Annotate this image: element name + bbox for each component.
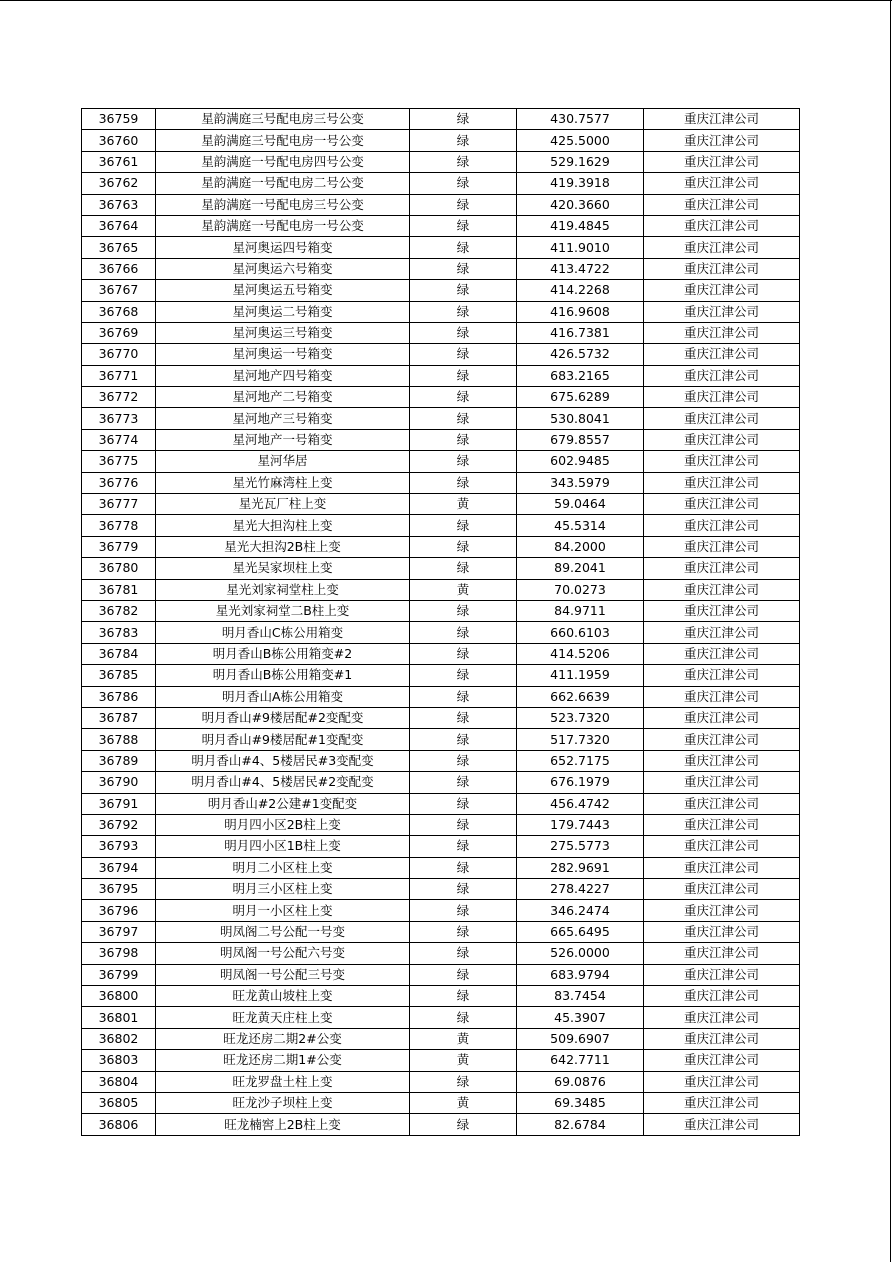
transformer-name-cell: 星河奥运三号箱变: [156, 322, 410, 343]
value-cell: 343.5979: [517, 472, 644, 493]
table-row: [82, 729, 800, 750]
value-cell: 683.9794: [517, 964, 644, 985]
status-color-cell: 绿: [410, 151, 517, 172]
table-row: [82, 301, 800, 322]
transformer-name-cell: 明月香山#2公建#1变配变: [156, 793, 410, 814]
company-cell: 重庆江津公司: [644, 943, 800, 964]
status-color-cell: 绿: [410, 365, 517, 386]
company-cell: 重庆江津公司: [644, 622, 800, 643]
status-color-cell: 绿: [410, 665, 517, 686]
company-cell: 重庆江津公司: [644, 986, 800, 1007]
table-body: [82, 109, 800, 1136]
row-id-cell: 36776: [82, 472, 156, 493]
company-cell: 重庆江津公司: [644, 280, 800, 301]
company-cell: 重庆江津公司: [644, 130, 800, 151]
value-cell: 679.8557: [517, 429, 644, 450]
status-color-cell: 绿: [410, 515, 517, 536]
status-color-cell: 绿: [410, 814, 517, 835]
company-cell: 重庆江津公司: [644, 429, 800, 450]
transformer-name-cell: 星光大担沟柱上变: [156, 515, 410, 536]
company-cell: 重庆江津公司: [644, 1092, 800, 1113]
company-cell: 重庆江津公司: [644, 1050, 800, 1071]
row-id-cell: 36768: [82, 301, 156, 322]
value-cell: 652.7175: [517, 750, 644, 771]
row-id-cell: 36788: [82, 729, 156, 750]
company-cell: 重庆江津公司: [644, 365, 800, 386]
company-cell: 重庆江津公司: [644, 836, 800, 857]
row-id-cell: 36806: [82, 1114, 156, 1135]
transformer-name-cell: 星河奥运一号箱变: [156, 344, 410, 365]
value-cell: 419.4845: [517, 215, 644, 236]
table-row: [82, 943, 800, 964]
table-row: [82, 600, 800, 621]
transformer-name-cell: 星光瓦厂柱上变: [156, 494, 410, 515]
row-id-cell: 36775: [82, 451, 156, 472]
status-color-cell: 黄: [410, 579, 517, 600]
status-color-cell: 绿: [410, 686, 517, 707]
value-cell: 411.9010: [517, 237, 644, 258]
transformer-name-cell: 明月四小区2B柱上变: [156, 814, 410, 835]
company-cell: 重庆江津公司: [644, 109, 800, 130]
value-cell: 642.7711: [517, 1050, 644, 1071]
row-id-cell: 36771: [82, 365, 156, 386]
row-id-cell: 36774: [82, 429, 156, 450]
status-color-cell: 绿: [410, 729, 517, 750]
table-row: [82, 151, 800, 172]
table-row: [82, 622, 800, 643]
transformer-name-cell: 旺龙黄天庄柱上变: [156, 1007, 410, 1028]
status-color-cell: 绿: [410, 836, 517, 857]
value-cell: 413.4722: [517, 258, 644, 279]
value-cell: 426.5732: [517, 344, 644, 365]
status-color-cell: 绿: [410, 536, 517, 557]
transformer-name-cell: 星河地产四号箱变: [156, 365, 410, 386]
value-cell: 676.1979: [517, 772, 644, 793]
transformer-name-cell: 明月香山#9楼居配#2变配变: [156, 707, 410, 728]
row-id-cell: 36766: [82, 258, 156, 279]
value-cell: 420.3660: [517, 194, 644, 215]
value-cell: 84.9711: [517, 600, 644, 621]
row-id-cell: 36769: [82, 322, 156, 343]
row-id-cell: 36765: [82, 237, 156, 258]
transformer-name-cell: 旺龙楠窖上2B柱上变: [156, 1114, 410, 1135]
status-color-cell: 绿: [410, 258, 517, 279]
company-cell: 重庆江津公司: [644, 964, 800, 985]
status-color-cell: 绿: [410, 900, 517, 921]
value-cell: 414.5206: [517, 643, 644, 664]
top-border-line: [0, 0, 892, 1]
row-id-cell: 36805: [82, 1092, 156, 1113]
value-cell: 84.2000: [517, 536, 644, 557]
status-color-cell: 绿: [410, 215, 517, 236]
company-cell: 重庆江津公司: [644, 472, 800, 493]
value-cell: 419.3918: [517, 173, 644, 194]
status-color-cell: 绿: [410, 1007, 517, 1028]
company-cell: 重庆江津公司: [644, 237, 800, 258]
data-table: [81, 108, 800, 1136]
transformer-name-cell: 星河奥运二号箱变: [156, 301, 410, 322]
value-cell: 70.0273: [517, 579, 644, 600]
table-row: [82, 173, 800, 194]
table-row: [82, 451, 800, 472]
company-cell: 重庆江津公司: [644, 793, 800, 814]
transformer-name-cell: 明月一小区柱上变: [156, 900, 410, 921]
company-cell: 重庆江津公司: [644, 707, 800, 728]
row-id-cell: 36783: [82, 622, 156, 643]
transformer-name-cell: 旺龙罗盘土柱上变: [156, 1071, 410, 1092]
value-cell: 416.7381: [517, 322, 644, 343]
value-cell: 660.6103: [517, 622, 644, 643]
transformer-name-cell: 星光刘家祠堂二B柱上变: [156, 600, 410, 621]
row-id-cell: 36781: [82, 579, 156, 600]
row-id-cell: 36798: [82, 943, 156, 964]
company-cell: 重庆江津公司: [644, 665, 800, 686]
transformer-name-cell: 旺龙还房二期2#公变: [156, 1028, 410, 1049]
status-color-cell: 绿: [410, 750, 517, 771]
row-id-cell: 36799: [82, 964, 156, 985]
table-row: [82, 986, 800, 1007]
value-cell: 414.2268: [517, 280, 644, 301]
status-color-cell: 黄: [410, 494, 517, 515]
row-id-cell: 36789: [82, 750, 156, 771]
row-id-cell: 36784: [82, 643, 156, 664]
table-row: [82, 1114, 800, 1135]
transformer-name-cell: 明凤阁一号公配六号变: [156, 943, 410, 964]
status-color-cell: 绿: [410, 1114, 517, 1135]
row-id-cell: 36804: [82, 1071, 156, 1092]
value-cell: 69.0876: [517, 1071, 644, 1092]
value-cell: 282.9691: [517, 857, 644, 878]
status-color-cell: 绿: [410, 194, 517, 215]
transformer-name-cell: 星河奥运五号箱变: [156, 280, 410, 301]
value-cell: 456.4742: [517, 793, 644, 814]
company-cell: 重庆江津公司: [644, 1114, 800, 1135]
company-cell: 重庆江津公司: [644, 579, 800, 600]
status-color-cell: 绿: [410, 793, 517, 814]
row-id-cell: 36772: [82, 387, 156, 408]
row-id-cell: 36782: [82, 600, 156, 621]
company-cell: 重庆江津公司: [644, 558, 800, 579]
status-color-cell: 绿: [410, 707, 517, 728]
value-cell: 179.7443: [517, 814, 644, 835]
company-cell: 重庆江津公司: [644, 1007, 800, 1028]
status-color-cell: 绿: [410, 857, 517, 878]
value-cell: 82.6784: [517, 1114, 644, 1135]
value-cell: 59.0464: [517, 494, 644, 515]
row-id-cell: 36794: [82, 857, 156, 878]
row-id-cell: 36778: [82, 515, 156, 536]
transformer-name-cell: 明月二小区柱上变: [156, 857, 410, 878]
status-color-cell: 绿: [410, 622, 517, 643]
table-row: [82, 258, 800, 279]
row-id-cell: 36763: [82, 194, 156, 215]
status-color-cell: 绿: [410, 964, 517, 985]
row-id-cell: 36801: [82, 1007, 156, 1028]
table-row: [82, 814, 800, 835]
company-cell: 重庆江津公司: [644, 686, 800, 707]
status-color-cell: 绿: [410, 237, 517, 258]
transformer-name-cell: 星光竹麻湾柱上变: [156, 472, 410, 493]
row-id-cell: 36787: [82, 707, 156, 728]
table-row: [82, 344, 800, 365]
table-row: [82, 536, 800, 557]
value-cell: 509.6907: [517, 1028, 644, 1049]
value-cell: 416.9608: [517, 301, 644, 322]
transformer-name-cell: 明凤阁二号公配一号变: [156, 921, 410, 942]
company-cell: 重庆江津公司: [644, 857, 800, 878]
table-row: [82, 964, 800, 985]
company-cell: 重庆江津公司: [644, 194, 800, 215]
company-cell: 重庆江津公司: [644, 301, 800, 322]
value-cell: 526.0000: [517, 943, 644, 964]
table-row: [82, 1050, 800, 1071]
table-row: [82, 643, 800, 664]
table-row: [82, 558, 800, 579]
table-row: [82, 857, 800, 878]
transformer-name-cell: 明月香山A栋公用箱变: [156, 686, 410, 707]
status-color-cell: 绿: [410, 408, 517, 429]
value-cell: 45.3907: [517, 1007, 644, 1028]
row-id-cell: 36762: [82, 173, 156, 194]
value-cell: 675.6289: [517, 387, 644, 408]
status-color-cell: 绿: [410, 600, 517, 621]
transformer-name-cell: 星光刘家祠堂柱上变: [156, 579, 410, 600]
value-cell: 529.1629: [517, 151, 644, 172]
row-id-cell: 36790: [82, 772, 156, 793]
transformer-name-cell: 星河奥运六号箱变: [156, 258, 410, 279]
row-id-cell: 36777: [82, 494, 156, 515]
table-row: [82, 921, 800, 942]
transformer-name-cell: 星河地产一号箱变: [156, 429, 410, 450]
transformer-name-cell: 明月香山#4、5楼居民#3变配变: [156, 750, 410, 771]
table-row: [82, 900, 800, 921]
table-row: [82, 280, 800, 301]
table-row: [82, 1007, 800, 1028]
value-cell: 69.3485: [517, 1092, 644, 1113]
transformer-name-cell: 星韵满庭一号配电房二号公变: [156, 173, 410, 194]
row-id-cell: 36796: [82, 900, 156, 921]
transformer-name-cell: 明月三小区柱上变: [156, 879, 410, 900]
status-color-cell: 绿: [410, 109, 517, 130]
transformer-name-cell: 明月香山C栋公用箱变: [156, 622, 410, 643]
transformer-name-cell: 星韵满庭三号配电房三号公变: [156, 109, 410, 130]
transformer-name-cell: 明月香山B栋公用箱变#2: [156, 643, 410, 664]
value-cell: 523.7320: [517, 707, 644, 728]
row-id-cell: 36793: [82, 836, 156, 857]
value-cell: 278.4227: [517, 879, 644, 900]
row-id-cell: 36785: [82, 665, 156, 686]
status-color-cell: 绿: [410, 472, 517, 493]
status-color-cell: 绿: [410, 879, 517, 900]
row-id-cell: 36764: [82, 215, 156, 236]
row-id-cell: 36759: [82, 109, 156, 130]
table-row: [82, 1028, 800, 1049]
table-row: [82, 237, 800, 258]
company-cell: 重庆江津公司: [644, 750, 800, 771]
company-cell: 重庆江津公司: [644, 879, 800, 900]
status-color-cell: 绿: [410, 173, 517, 194]
table-row: [82, 130, 800, 151]
row-id-cell: 36780: [82, 558, 156, 579]
row-id-cell: 36770: [82, 344, 156, 365]
company-cell: 重庆江津公司: [644, 151, 800, 172]
transformer-name-cell: 星河华居: [156, 451, 410, 472]
value-cell: 45.5314: [517, 515, 644, 536]
transformer-name-cell: 旺龙还房二期1#公变: [156, 1050, 410, 1071]
table-row: [82, 793, 800, 814]
status-color-cell: 绿: [410, 387, 517, 408]
company-cell: 重庆江津公司: [644, 515, 800, 536]
company-cell: 重庆江津公司: [644, 643, 800, 664]
company-cell: 重庆江津公司: [644, 600, 800, 621]
transformer-name-cell: 星光大担沟2B柱上变: [156, 536, 410, 557]
status-color-cell: 绿: [410, 772, 517, 793]
company-cell: 重庆江津公司: [644, 173, 800, 194]
company-cell: 重庆江津公司: [644, 387, 800, 408]
value-cell: 346.2474: [517, 900, 644, 921]
table-row: [82, 772, 800, 793]
transformer-name-cell: 旺龙沙子坝柱上变: [156, 1092, 410, 1113]
table-row: [82, 408, 800, 429]
status-color-cell: 绿: [410, 1071, 517, 1092]
transformer-name-cell: 星河奥运四号箱变: [156, 237, 410, 258]
transformer-name-cell: 明月香山#9楼居配#1变配变: [156, 729, 410, 750]
table-row: [82, 322, 800, 343]
table-row: [82, 1092, 800, 1113]
row-id-cell: 36792: [82, 814, 156, 835]
status-color-cell: 绿: [410, 451, 517, 472]
table-row: [82, 686, 800, 707]
transformer-name-cell: 星韵满庭一号配电房四号公变: [156, 151, 410, 172]
row-id-cell: 36795: [82, 879, 156, 900]
status-color-cell: 绿: [410, 558, 517, 579]
row-id-cell: 36767: [82, 280, 156, 301]
value-cell: 517.7320: [517, 729, 644, 750]
table-row: [82, 215, 800, 236]
status-color-cell: 绿: [410, 429, 517, 450]
company-cell: 重庆江津公司: [644, 494, 800, 515]
table-row: [82, 494, 800, 515]
row-id-cell: 36773: [82, 408, 156, 429]
table-row: [82, 365, 800, 386]
company-cell: 重庆江津公司: [644, 344, 800, 365]
status-color-cell: 黄: [410, 1092, 517, 1113]
table-row: [82, 515, 800, 536]
status-color-cell: 绿: [410, 943, 517, 964]
transformer-name-cell: 星河地产二号箱变: [156, 387, 410, 408]
company-cell: 重庆江津公司: [644, 536, 800, 557]
table-row: [82, 750, 800, 771]
value-cell: 430.7577: [517, 109, 644, 130]
status-color-cell: 黄: [410, 1028, 517, 1049]
value-cell: 662.6639: [517, 686, 644, 707]
status-color-cell: 绿: [410, 643, 517, 664]
table-row: [82, 836, 800, 857]
transformer-name-cell: 星韵满庭三号配电房一号公变: [156, 130, 410, 151]
table-row: [82, 665, 800, 686]
company-cell: 重庆江津公司: [644, 322, 800, 343]
table-row: [82, 109, 800, 130]
status-color-cell: 绿: [410, 280, 517, 301]
row-id-cell: 36786: [82, 686, 156, 707]
company-cell: 重庆江津公司: [644, 408, 800, 429]
row-id-cell: 36761: [82, 151, 156, 172]
company-cell: 重庆江津公司: [644, 814, 800, 835]
company-cell: 重庆江津公司: [644, 921, 800, 942]
company-cell: 重庆江津公司: [644, 215, 800, 236]
company-cell: 重庆江津公司: [644, 1028, 800, 1049]
status-color-cell: 绿: [410, 921, 517, 942]
transformer-name-cell: 明月香山#4、5楼居民#2变配变: [156, 772, 410, 793]
table-row: [82, 472, 800, 493]
row-id-cell: 36791: [82, 793, 156, 814]
status-color-cell: 绿: [410, 130, 517, 151]
transformer-name-cell: 星韵满庭一号配电房一号公变: [156, 215, 410, 236]
row-id-cell: 36779: [82, 536, 156, 557]
status-color-cell: 绿: [410, 301, 517, 322]
company-cell: 重庆江津公司: [644, 258, 800, 279]
company-cell: 重庆江津公司: [644, 729, 800, 750]
value-cell: 683.2165: [517, 365, 644, 386]
row-id-cell: 36800: [82, 986, 156, 1007]
row-id-cell: 36802: [82, 1028, 156, 1049]
value-cell: 411.1959: [517, 665, 644, 686]
company-cell: 重庆江津公司: [644, 900, 800, 921]
table-row: [82, 1071, 800, 1092]
row-id-cell: 36760: [82, 130, 156, 151]
table-row: [82, 707, 800, 728]
value-cell: 425.5000: [517, 130, 644, 151]
status-color-cell: 绿: [410, 986, 517, 1007]
table-row: [82, 579, 800, 600]
right-border-line: [890, 0, 891, 1262]
status-color-cell: 绿: [410, 322, 517, 343]
transformer-name-cell: 旺龙黄山坡柱上变: [156, 986, 410, 1007]
transformer-name-cell: 星河地产三号箱变: [156, 408, 410, 429]
company-cell: 重庆江津公司: [644, 772, 800, 793]
value-cell: 665.6495: [517, 921, 644, 942]
transformer-name-cell: 明凤阁一号公配三号变: [156, 964, 410, 985]
value-cell: 275.5773: [517, 836, 644, 857]
company-cell: 重庆江津公司: [644, 451, 800, 472]
status-color-cell: 黄: [410, 1050, 517, 1071]
value-cell: 89.2041: [517, 558, 644, 579]
table-row: [82, 387, 800, 408]
table-row: [82, 429, 800, 450]
value-cell: 602.9485: [517, 451, 644, 472]
table-row: [82, 194, 800, 215]
transformer-name-cell: 星光吴家坝柱上变: [156, 558, 410, 579]
value-cell: 83.7454: [517, 986, 644, 1007]
row-id-cell: 36803: [82, 1050, 156, 1071]
status-color-cell: 绿: [410, 344, 517, 365]
transformer-name-cell: 明月四小区1B柱上变: [156, 836, 410, 857]
transformer-name-cell: 明月香山B栋公用箱变#1: [156, 665, 410, 686]
value-cell: 530.8041: [517, 408, 644, 429]
transformer-name-cell: 星韵满庭一号配电房三号公变: [156, 194, 410, 215]
table-row: [82, 879, 800, 900]
row-id-cell: 36797: [82, 921, 156, 942]
company-cell: 重庆江津公司: [644, 1071, 800, 1092]
